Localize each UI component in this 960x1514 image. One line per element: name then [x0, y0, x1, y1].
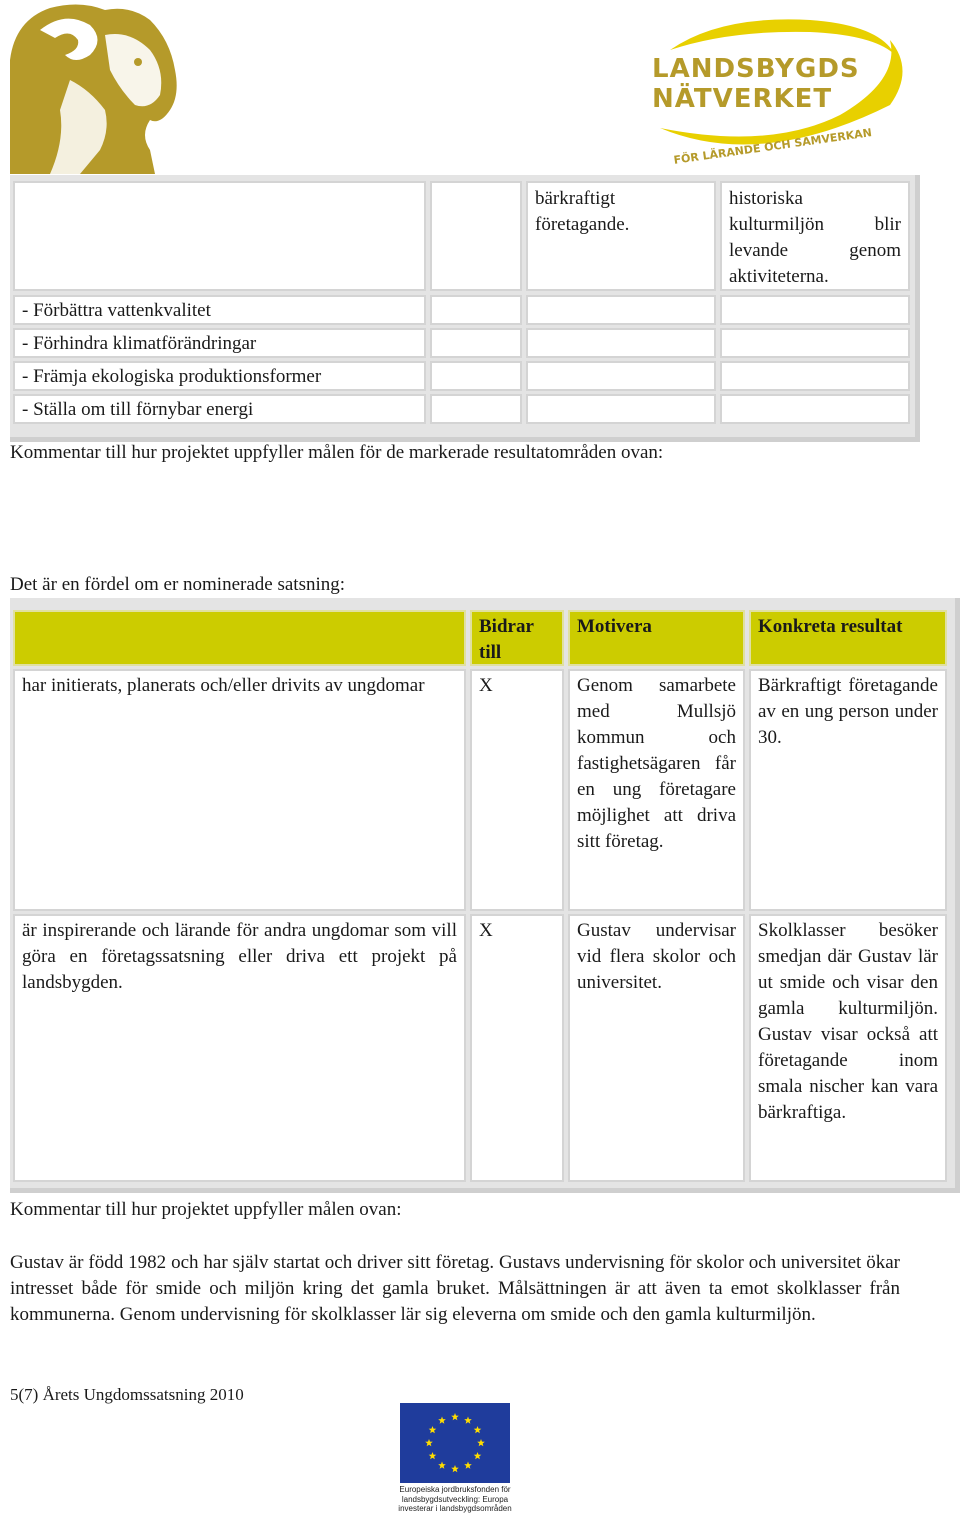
goals-row-3: [13, 361, 426, 391]
logo-title-line1: LANDSBYGDS: [652, 54, 860, 84]
results-row-2: [749, 914, 947, 1182]
motivate-row-1-text: Genom samarbete med Mullsjö kommun och fastighetsägaren får en ung företagare möjlighet att driva sitt företag.: [577, 675, 736, 852]
eu-star: [429, 1452, 437, 1459]
comment1-label: Kommentar till hur projektet uppfyller målen för de markerade resultatområden ovan:: [10, 442, 664, 463]
goals-row-2-label: - Förhindra klimatförändringar: [22, 333, 257, 354]
results-row-1-text: Bärkraftigt företagande av en ung person under 30.: [758, 675, 938, 748]
goals-row-2-check[interactable]: [430, 328, 522, 358]
eu-star: [464, 1462, 472, 1469]
criteria-row-2-text: är inspirerande och lärande för andra ungdomar som vill göra en företagssatsning eller driva ett projekt på landsbygden.: [22, 920, 457, 993]
goals-table-top-cell-4: [720, 181, 910, 291]
goals-table-top-cell-2: [430, 181, 522, 291]
eu-star: [438, 1462, 446, 1469]
motivate-row-1: [568, 669, 745, 911]
goals-row-1-col4: [720, 295, 910, 325]
contributes-row-2[interactable]: [470, 914, 564, 1182]
goals-table-col4-text: historiska kulturmiljön blir levande genom aktiviteterna.: [729, 188, 901, 287]
eu-star: [464, 1416, 472, 1423]
eu-star: [429, 1426, 437, 1433]
goals-row-3-col4: [720, 361, 910, 391]
contributes-header: [470, 610, 564, 666]
goals-row-1-check[interactable]: [430, 295, 522, 325]
results-header-label: Konkreta resultat: [758, 616, 903, 637]
comment2-label: Kommentar till hur projektet uppfyller målen ovan:: [10, 1199, 402, 1220]
criteria-row-1-text: har initierats, planerats och/eller drivits av ungdomar: [22, 675, 425, 696]
results-row-1: [749, 669, 947, 911]
goals-table-col3-text: bärkraftigt företagande.: [535, 188, 630, 235]
motivate-row-2-text: Gustav undervisar vid flera skolor och universitet.: [577, 920, 736, 993]
eu-caption: Europeiska jordbruksfonden för landsbygdsutveckling: Europa investerar i landsbygdsområden: [398, 1485, 512, 1513]
motivate-header-label: Motivera: [577, 616, 652, 637]
goals-table: [10, 175, 920, 442]
goals-row-1: [13, 295, 426, 325]
motivate-header: [568, 610, 745, 666]
criteria-header-blank: [13, 610, 466, 666]
eu-star: [477, 1439, 485, 1446]
eu-star: [451, 1465, 459, 1472]
eu-star: [474, 1452, 482, 1459]
goals-row-4-col4: [720, 394, 910, 424]
contributes-row-1[interactable]: [470, 669, 564, 911]
criteria-row-1: [13, 669, 466, 911]
results-row-2-text: Skolklasser besöker smedjan där Gustav lär ut smide och visar den gamla kulturmiljön. Gustav visar också att företagande inom smala nischer kan vara bärkraftiga.: [758, 920, 938, 1123]
eu-star: [425, 1439, 433, 1446]
goals-row-4-check[interactable]: [430, 394, 522, 424]
goals-table-top-cell-3: [526, 181, 716, 291]
contributes-row-2-mark: X: [479, 920, 493, 941]
eu-star: [438, 1416, 446, 1423]
goals-row-2-col3: [526, 328, 716, 358]
goals-row-3-check[interactable]: [430, 361, 522, 391]
goals-row-2: [13, 328, 426, 358]
eu-star: [451, 1413, 459, 1420]
motivate-row-2: [568, 914, 745, 1182]
contributes-row-1-mark: X: [479, 675, 493, 696]
goals-row-4-label: - Ställa om till förnybar energi: [22, 399, 254, 420]
criteria-row-2: [13, 914, 466, 1182]
landsbygdsnatverket-logo: [640, 10, 910, 180]
page-footer: 5(7) Årets Ungdomssatsning 2010: [10, 1385, 244, 1404]
goals-row-3-col3: [526, 361, 716, 391]
goat-logo-icon: [10, 0, 180, 174]
eu-star: [474, 1426, 482, 1433]
contributes-header-label: Bidrar till: [479, 616, 534, 663]
goals-row-3-label: - Främja ekologiska produktionsformer: [22, 366, 322, 387]
goals-row-1-label: - Förbättra vattenkvalitet: [22, 300, 211, 321]
logo-title-line2: NÄTVERKET: [652, 84, 833, 114]
criteria-table: [10, 598, 960, 1193]
goals-row-4-col3: [526, 394, 716, 424]
intro2-text: Det är en fördel om er nominerade satsning:: [10, 574, 346, 595]
goals-table-top-cell-1: [13, 181, 426, 291]
goals-row-2-col4: [720, 328, 910, 358]
eu-flag-icon: [400, 1403, 510, 1483]
eu-logo: [398, 1403, 512, 1514]
comment2-text: Gustav är född 1982 och har själv startat och driver sitt företag. Gustavs undervisning för skolor och universitet ökar intresset både för smide och miljön kring det gamla bruket. Målsättningen är att även ta emot skolklasser från kommunerna. Genom undervisning för skolklasser lär sig eleverna om smide och den gamla kulturmiljön.: [10, 1252, 900, 1325]
goals-row-4: [13, 394, 426, 424]
logo-tagline: FÖR LÄRANDE OCH SAMVERKAN: [672, 126, 873, 167]
results-header: [749, 610, 947, 666]
goals-row-1-col3: [526, 295, 716, 325]
